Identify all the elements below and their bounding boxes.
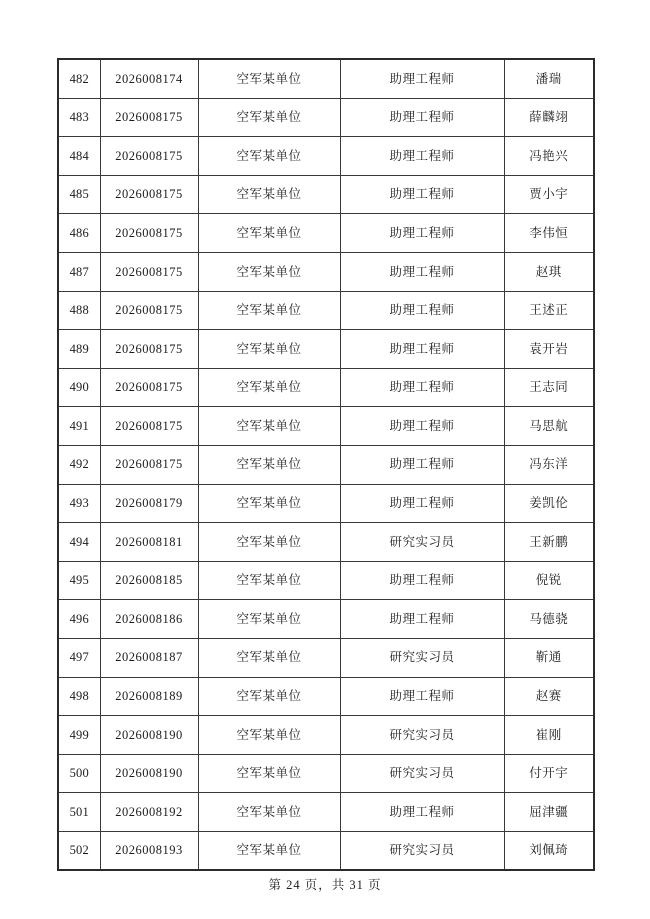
cell-registration-id: 2026008181 <box>100 523 198 562</box>
cell-row-number: 482 <box>58 59 100 98</box>
table-row <box>58 407 594 446</box>
cell-position: 助理工程师 <box>340 677 504 716</box>
cell-person-name: 崔刚 <box>504 716 594 755</box>
cell-position: 助理工程师 <box>340 330 504 369</box>
cell-row-number: 490 <box>58 368 100 407</box>
table-row <box>58 291 594 330</box>
cell-registration-id: 2026008175 <box>100 137 198 176</box>
cell-row-number: 501 <box>58 793 100 832</box>
table-row <box>58 98 594 137</box>
table-row <box>58 445 594 484</box>
cell-registration-id: 2026008193 <box>100 831 198 870</box>
cell-person-name: 靳通 <box>504 638 594 677</box>
cell-person-name: 王新鹏 <box>504 523 594 562</box>
cell-row-number: 488 <box>58 291 100 330</box>
cell-person-name: 刘佩琦 <box>504 831 594 870</box>
table-row <box>58 137 594 176</box>
cell-registration-id: 2026008175 <box>100 214 198 253</box>
cell-position: 助理工程师 <box>340 600 504 639</box>
cell-registration-id: 2026008189 <box>100 677 198 716</box>
cell-person-name: 赵赛 <box>504 677 594 716</box>
cell-row-number: 499 <box>58 716 100 755</box>
cell-row-number: 498 <box>58 677 100 716</box>
cell-person-name: 付开宇 <box>504 754 594 793</box>
cell-unit: 空军某单位 <box>198 561 340 600</box>
cell-row-number: 497 <box>58 638 100 677</box>
table-row <box>58 330 594 369</box>
cell-position: 助理工程师 <box>340 59 504 98</box>
cell-unit: 空军某单位 <box>198 368 340 407</box>
cell-row-number: 494 <box>58 523 100 562</box>
personnel-roster-table <box>57 58 595 871</box>
cell-registration-id: 2026008190 <box>100 754 198 793</box>
table-row <box>58 831 594 870</box>
table-row <box>58 561 594 600</box>
cell-row-number: 492 <box>58 445 100 484</box>
cell-row-number: 487 <box>58 252 100 291</box>
cell-row-number: 485 <box>58 175 100 214</box>
cell-registration-id: 2026008187 <box>100 638 198 677</box>
cell-unit: 空军某单位 <box>198 330 340 369</box>
cell-row-number: 500 <box>58 754 100 793</box>
cell-unit: 空军某单位 <box>198 677 340 716</box>
cell-unit: 空军某单位 <box>198 252 340 291</box>
cell-registration-id: 2026008185 <box>100 561 198 600</box>
table-row <box>58 523 594 562</box>
cell-position: 助理工程师 <box>340 445 504 484</box>
cell-person-name: 王志同 <box>504 368 594 407</box>
cell-unit: 空军某单位 <box>198 754 340 793</box>
cell-position: 助理工程师 <box>340 98 504 137</box>
cell-person-name: 李伟恒 <box>504 214 594 253</box>
cell-position: 助理工程师 <box>340 407 504 446</box>
cell-unit: 空军某单位 <box>198 175 340 214</box>
table-row <box>58 716 594 755</box>
cell-registration-id: 2026008192 <box>100 793 198 832</box>
cell-position: 助理工程师 <box>340 214 504 253</box>
table-row <box>58 368 594 407</box>
cell-person-name: 潘瑞 <box>504 59 594 98</box>
cell-person-name: 贾小宇 <box>504 175 594 214</box>
cell-person-name: 冯艳兴 <box>504 137 594 176</box>
cell-row-number: 496 <box>58 600 100 639</box>
cell-row-number: 484 <box>58 137 100 176</box>
table-row <box>58 638 594 677</box>
cell-registration-id: 2026008175 <box>100 252 198 291</box>
cell-registration-id: 2026008179 <box>100 484 198 523</box>
table-row <box>58 252 594 291</box>
table-row <box>58 214 594 253</box>
cell-registration-id: 2026008175 <box>100 445 198 484</box>
cell-person-name: 姜凯伦 <box>504 484 594 523</box>
cell-unit: 空军某单位 <box>198 793 340 832</box>
cell-unit: 空军某单位 <box>198 59 340 98</box>
cell-registration-id: 2026008175 <box>100 175 198 214</box>
cell-row-number: 486 <box>58 214 100 253</box>
cell-person-name: 倪锐 <box>504 561 594 600</box>
cell-person-name: 薛麟翊 <box>504 98 594 137</box>
cell-registration-id: 2026008174 <box>100 59 198 98</box>
cell-registration-id: 2026008190 <box>100 716 198 755</box>
cell-position: 研究实习员 <box>340 523 504 562</box>
cell-person-name: 马思航 <box>504 407 594 446</box>
cell-position: 助理工程师 <box>340 175 504 214</box>
table-row <box>58 677 594 716</box>
cell-registration-id: 2026008175 <box>100 98 198 137</box>
cell-person-name: 王述正 <box>504 291 594 330</box>
cell-position: 研究实习员 <box>340 716 504 755</box>
cell-position: 助理工程师 <box>340 291 504 330</box>
table-row <box>58 59 594 98</box>
table-row <box>58 793 594 832</box>
cell-person-name: 冯东洋 <box>504 445 594 484</box>
cell-unit: 空军某单位 <box>198 523 340 562</box>
cell-position: 助理工程师 <box>340 484 504 523</box>
page-number-indicator: 第 24 页，共 31 页 <box>268 878 382 892</box>
cell-person-name: 屈津疆 <box>504 793 594 832</box>
table-row <box>58 484 594 523</box>
cell-unit: 空军某单位 <box>198 98 340 137</box>
table-row <box>58 754 594 793</box>
cell-row-number: 491 <box>58 407 100 446</box>
cell-unit: 空军某单位 <box>198 600 340 639</box>
table-body <box>58 59 594 870</box>
table-row <box>58 175 594 214</box>
cell-unit: 空军某单位 <box>198 831 340 870</box>
table-row <box>58 600 594 639</box>
cell-position: 助理工程师 <box>340 793 504 832</box>
cell-unit: 空军某单位 <box>198 716 340 755</box>
cell-unit: 空军某单位 <box>198 137 340 176</box>
cell-unit: 空军某单位 <box>198 638 340 677</box>
cell-unit: 空军某单位 <box>198 214 340 253</box>
cell-unit: 空军某单位 <box>198 291 340 330</box>
cell-row-number: 493 <box>58 484 100 523</box>
cell-position: 助理工程师 <box>340 368 504 407</box>
cell-position: 助理工程师 <box>340 252 504 291</box>
cell-row-number: 483 <box>58 98 100 137</box>
cell-position: 研究实习员 <box>340 638 504 677</box>
cell-person-name: 赵琪 <box>504 252 594 291</box>
cell-registration-id: 2026008175 <box>100 291 198 330</box>
cell-person-name: 袁开岩 <box>504 330 594 369</box>
cell-row-number: 495 <box>58 561 100 600</box>
cell-position: 研究实习员 <box>340 754 504 793</box>
cell-row-number: 489 <box>58 330 100 369</box>
cell-unit: 空军某单位 <box>198 484 340 523</box>
cell-row-number: 502 <box>58 831 100 870</box>
cell-registration-id: 2026008175 <box>100 368 198 407</box>
cell-registration-id: 2026008175 <box>100 407 198 446</box>
cell-registration-id: 2026008175 <box>100 330 198 369</box>
cell-person-name: 马德骁 <box>504 600 594 639</box>
cell-unit: 空军某单位 <box>198 445 340 484</box>
cell-position: 助理工程师 <box>340 561 504 600</box>
cell-registration-id: 2026008186 <box>100 600 198 639</box>
cell-position: 研究实习员 <box>340 831 504 870</box>
cell-position: 助理工程师 <box>340 137 504 176</box>
cell-unit: 空军某单位 <box>198 407 340 446</box>
